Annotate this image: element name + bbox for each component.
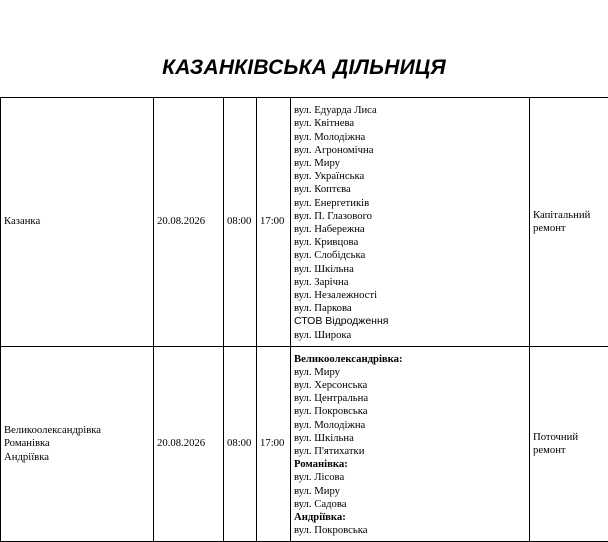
street-item: вул. Коптєва	[294, 183, 527, 196]
table-row	[1, 98, 608, 347]
street-item: вул. Едуарда Лиса	[294, 104, 527, 117]
street-item: вул. П'ятихатки	[294, 445, 527, 458]
street-item: вул. Слобідська	[294, 249, 527, 262]
street-item: вул. Шкільна	[294, 432, 527, 445]
date-cell: 20.08.2026	[154, 98, 224, 347]
street-item: вул. Агрономічна	[294, 144, 527, 157]
page-title: КАЗАНКІВСЬКА ДІЛЬНИЦЯ	[0, 55, 608, 81]
street-item: вул. Покровська	[294, 524, 527, 537]
street-item: вул. Набережна	[294, 223, 527, 236]
streets-cell	[291, 98, 530, 347]
street-item: вул. Зарічна	[294, 276, 527, 289]
street-item: вул. Покровська	[294, 405, 527, 418]
settlement-name: Великоолександрівка	[4, 424, 151, 437]
street-item: вул. Миру	[294, 485, 527, 498]
work-type-cell: Капітальний ремонт	[530, 98, 608, 347]
street-item: вул. Лісова	[294, 471, 527, 484]
street-item: СТОВ Відродження	[294, 315, 527, 328]
street-item: вул. Незалежності	[294, 289, 527, 302]
street-item: вул. П. Глазового	[294, 210, 527, 223]
street-item: вул. Енергетиків	[294, 197, 527, 210]
street-item: вул. Миру	[294, 157, 527, 170]
street-item: вул. Херсонська	[294, 379, 527, 392]
settlement-cell	[1, 347, 154, 542]
street-item: вул. Квітнева	[294, 117, 527, 130]
table-row	[1, 347, 608, 542]
settlement-cell	[1, 98, 154, 347]
settlement-name: Андріївка	[4, 451, 151, 464]
street-item: вул. Молодіжна	[294, 419, 527, 432]
street-item: вул. Українська	[294, 170, 527, 183]
settlement-heading: Андріївка:	[294, 511, 527, 524]
street-item: вул. Кривцова	[294, 236, 527, 249]
settlement-heading: Великоолександрівка:	[294, 353, 527, 366]
street-item: вул. Садова	[294, 498, 527, 511]
street-item: вул. Шкільна	[294, 263, 527, 276]
settlement-name: Казанка	[4, 215, 151, 228]
settlement-name: Романівка	[4, 437, 151, 450]
settlement-heading: Романівка:	[294, 458, 527, 471]
street-item: вул. Миру	[294, 366, 527, 379]
street-item: вул. Паркова	[294, 302, 527, 315]
street-item: вул. Центральна	[294, 392, 527, 405]
street-item: вул. Молодіжна	[294, 131, 527, 144]
end-time-cell: 17:00	[257, 347, 291, 542]
date-cell: 20.08.2026	[154, 347, 224, 542]
end-time-cell: 17:00	[257, 98, 291, 347]
work-type-cell: Поточний ремонт	[530, 347, 608, 542]
outage-schedule-table	[0, 97, 608, 542]
streets-cell	[291, 347, 530, 542]
street-item: вул. Широка	[294, 329, 527, 342]
start-time-cell: 08:00	[224, 98, 257, 347]
start-time-cell: 08:00	[224, 347, 257, 542]
